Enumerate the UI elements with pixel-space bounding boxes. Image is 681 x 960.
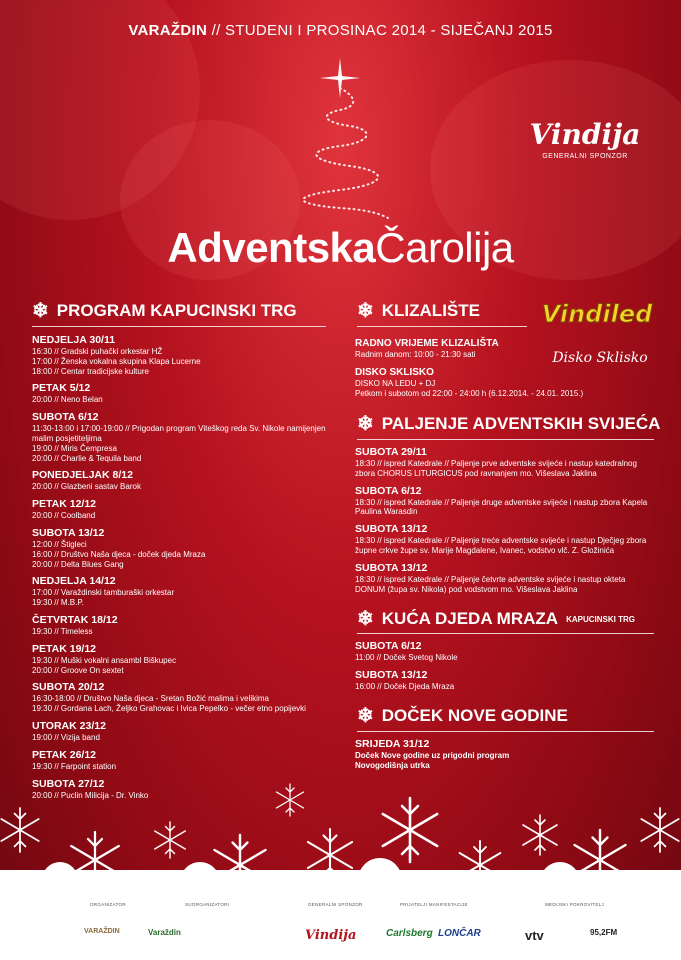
- divider: [357, 326, 527, 327]
- event-line: 17:00 // Varaždinski tamburaški orkestar: [32, 588, 175, 598]
- event-date: UTORAK 23/12: [32, 719, 106, 732]
- event-line: 11:30-13:00 i 17:00-19:00 // Prigodan program Viteškog reda Sv. Nikole namijenjen malim posjetiteljima: [32, 424, 326, 443]
- divider: [357, 439, 654, 440]
- event-date: SUBOTA 13/12: [355, 523, 428, 536]
- event-item: [355, 562, 655, 595]
- section-svijece-heading: [357, 414, 660, 434]
- event-line: 19:30 // Farpoint station: [32, 761, 117, 771]
- snowflakes-decoration: [0, 770, 681, 910]
- snowflake-icon: ❄: [357, 608, 374, 630]
- event-line: 18:30 // ispred Katedrale // Paljenje treće adventske svijeće i nastup Dječjeg zbora župne crkve župe sv. Marije Magdalene, Ivanec, vodstvo vlč. Z. Gložinića: [355, 536, 647, 555]
- event-item: [32, 749, 332, 772]
- hours-text: Radnim danom: 10:00 - 21:30 sati: [355, 350, 476, 359]
- event-date: SUBOTA 13/12: [355, 668, 428, 681]
- event-date: SUBOTA 13/12: [355, 561, 428, 574]
- event-line: 19:00 // Miris Čempresa: [32, 443, 117, 453]
- docek-line: Doček Nove godine uz prigodni program: [355, 751, 510, 760]
- header-city: VARAŽDIN: [128, 22, 208, 39]
- section-place: KAPUCINSKI TRG: [566, 614, 635, 624]
- event-line: 18:30 // ispred Katedrale // Paljenje druge adventske svijeće i nastup zbora Kapela Paulina Warasdin: [355, 497, 648, 517]
- event-line: 20:00 // Neno Belan: [32, 395, 103, 405]
- snowflake-icon: ❄: [357, 300, 374, 322]
- event-line: 20:00 // Charlie & Tequila band: [32, 453, 142, 463]
- event-line: 20:00 // Coolband: [32, 511, 96, 521]
- event-line: 18:30 // ispred Katedrale // Paljenje četvrte adventske svijeće i nastup okteta DONUM (župa sv. Nikola) pod vodstvom mo. Višeslava Jaklina: [355, 574, 626, 594]
- section-klizaliste-heading: [357, 301, 480, 321]
- event-line: 17:00 // Ženska vokalna skupina Klapa Lucerne: [32, 356, 201, 366]
- snowflake-icon: ❄: [32, 300, 49, 322]
- footer-label: ORGANIZATOR: [90, 902, 126, 907]
- event-line: 20:00 // Groove On sextet: [32, 665, 124, 675]
- event-line: 19:30 // M.B.P.: [32, 598, 84, 608]
- event-item: [32, 334, 332, 376]
- footer-label: MEDIJSKI POKROVITELJ: [545, 902, 605, 907]
- event-line: 16:00 // Doček Djeda Mraza: [355, 681, 455, 691]
- vindiled-logo: Vindiled: [541, 300, 653, 328]
- program-list: [32, 334, 332, 806]
- section-docek-heading: [357, 706, 568, 726]
- varazdin-logo: VARAŽDIN: [84, 928, 120, 935]
- event-date: SUBOTA 29/11: [355, 446, 427, 458]
- event-item: [32, 614, 332, 637]
- event-line: 19:30 // Timeless: [32, 626, 93, 636]
- footer-label: SUORGANIZATORI: [185, 902, 230, 907]
- event-item: [355, 485, 655, 518]
- docek-info: [355, 738, 655, 771]
- varazdin-county-logo: Varaždin: [148, 928, 181, 937]
- event-item: [355, 446, 655, 479]
- event-date: NEDJELJA 30/11: [32, 334, 116, 346]
- section-program-heading: [32, 301, 297, 321]
- vindija-footer-logo: Vindija: [305, 928, 357, 943]
- section-title: PALJENJE ADVENTSKIH SVIJEĆA: [381, 414, 661, 433]
- event-item: [32, 469, 332, 492]
- event-item: [32, 498, 332, 521]
- event-date: PETAK 19/12: [32, 642, 96, 655]
- event-line: 18:00 // Centar tradicijske kulture: [32, 366, 149, 376]
- event-line: 16:00 // Društvo Naša djeca - doček djeda Mraza: [32, 549, 206, 559]
- section-title: DOČEK NOVE GODINE: [381, 706, 568, 725]
- carlsberg-logo: Carlsberg: [386, 928, 433, 939]
- docek-date: SRIJEDA 31/12: [355, 738, 430, 750]
- snowflake-icon: ❄: [357, 705, 374, 727]
- klizaliste-info: [355, 337, 675, 404]
- sponsor-caption: GENERALNI SPONZOR: [542, 153, 628, 160]
- event-line: 19:00 // Vizija band: [32, 732, 100, 742]
- disko-line: Petkom i subotom od 22:00 - 24:00 h (6.12.2014. - 24.01. 2015.): [355, 388, 584, 398]
- section-title: PROGRAM KAPUCINSKI TRG: [56, 301, 297, 320]
- event-date: PETAK 26/12: [32, 748, 96, 761]
- page-title: [0, 224, 681, 272]
- vtv-logo: vtv: [525, 928, 544, 943]
- event-date: PONEDJELJAK 8/12: [32, 469, 133, 482]
- christmas-tree-icon: [280, 58, 400, 228]
- event-item: [32, 681, 332, 714]
- divider: [357, 633, 654, 634]
- hours-title: RADNO VRIJEME KLIZALIŠTA: [355, 338, 499, 349]
- header-dates: // STUDENI I PROSINAC 2014 - SIJEČANJ 2015: [211, 22, 553, 39]
- event-line: 12:00 // Štigleci: [32, 539, 87, 549]
- sponsor-footer: [0, 898, 681, 960]
- event-item: [355, 669, 655, 692]
- docek-line: Novogodišnja utrka: [355, 760, 430, 770]
- event-line: 20:00 // Delta Blues Gang: [32, 559, 124, 569]
- event-date: SUBOTA 6/12: [32, 411, 99, 424]
- sponsor-logo-block: [525, 118, 645, 160]
- loncar-logo: LONČAR: [438, 928, 481, 939]
- event-line: 19:30 // Gordana Lach, Željko Grahovac i Ivica Pepelko - večer etno popijevki: [32, 704, 306, 714]
- title-part1: Adventska: [167, 224, 376, 271]
- disko-title: DISKO SKLISKO: [355, 366, 434, 378]
- event-date: SUBOTA 13/12: [32, 526, 105, 539]
- footer-label: PRIJATELJI MANIFESTACIJE: [400, 902, 468, 907]
- footer-label: GENERALNI SPONZOR: [308, 902, 363, 907]
- event-item: [32, 382, 332, 405]
- section-title: KUĆA DJEDA MRAZA: [381, 609, 559, 628]
- event-date: SUBOTA 20/12: [32, 681, 105, 694]
- event-line: 16:30-18:00 // Društvo Naša djeca - Sretan Božić malima i velikima: [32, 694, 269, 704]
- radio-logo: 95,2FM: [590, 928, 618, 937]
- svijece-list: [355, 446, 655, 600]
- event-line: 20:00 // Glazbeni sastav Barok: [32, 482, 141, 492]
- event-item: [355, 640, 655, 663]
- disko-line: DISKO NA LEDU + DJ: [355, 378, 436, 388]
- event-item: [32, 411, 332, 463]
- event-date: PETAK 5/12: [32, 382, 91, 395]
- divider: [32, 326, 326, 327]
- event-item: [32, 720, 332, 743]
- event-item: [32, 575, 332, 608]
- event-date: SUBOTA 27/12: [32, 777, 105, 790]
- event-date: ČETVRTAK 18/12: [32, 613, 118, 626]
- section-djed-heading: [357, 609, 635, 629]
- event-date: NEDJELJA 14/12: [32, 575, 116, 588]
- vindija-logo: Vindija: [529, 118, 641, 151]
- event-date: SUBOTA 6/12: [355, 640, 422, 652]
- event-item: [32, 527, 332, 569]
- event-date: SUBOTA 6/12: [355, 484, 422, 497]
- divider: [357, 731, 654, 732]
- event-date: PETAK 12/12: [32, 498, 96, 511]
- djed-list: [355, 640, 655, 698]
- event-item: [32, 643, 332, 676]
- snowflake-icon: ❄: [357, 413, 374, 435]
- event-line: 16:30 // Gradski puhački orkestar HŽ: [32, 347, 163, 356]
- event-line: 18:30 // ispred Katedrale // Paljenje prve adventske svijeće i nastup katedralnog zbora CHORUS LITURGICUS pod ravnanjem mo. Višeslava Jaklina: [355, 459, 637, 478]
- event-line: 11:00 // Doček Svetog Nikole: [355, 653, 458, 662]
- event-line: 20:00 // Puclin Milicija - Dr. Vinko: [32, 790, 149, 800]
- disko-sklisko-logo: Disko Sklisko: [552, 350, 648, 366]
- section-title: KLIZALIŠTE: [381, 301, 480, 320]
- event-item: [355, 523, 655, 556]
- title-part2: Čarolija: [375, 224, 514, 271]
- header-line: [0, 22, 681, 39]
- event-line: 19:30 // Muški vokalni ansambl Biškupec: [32, 655, 177, 665]
